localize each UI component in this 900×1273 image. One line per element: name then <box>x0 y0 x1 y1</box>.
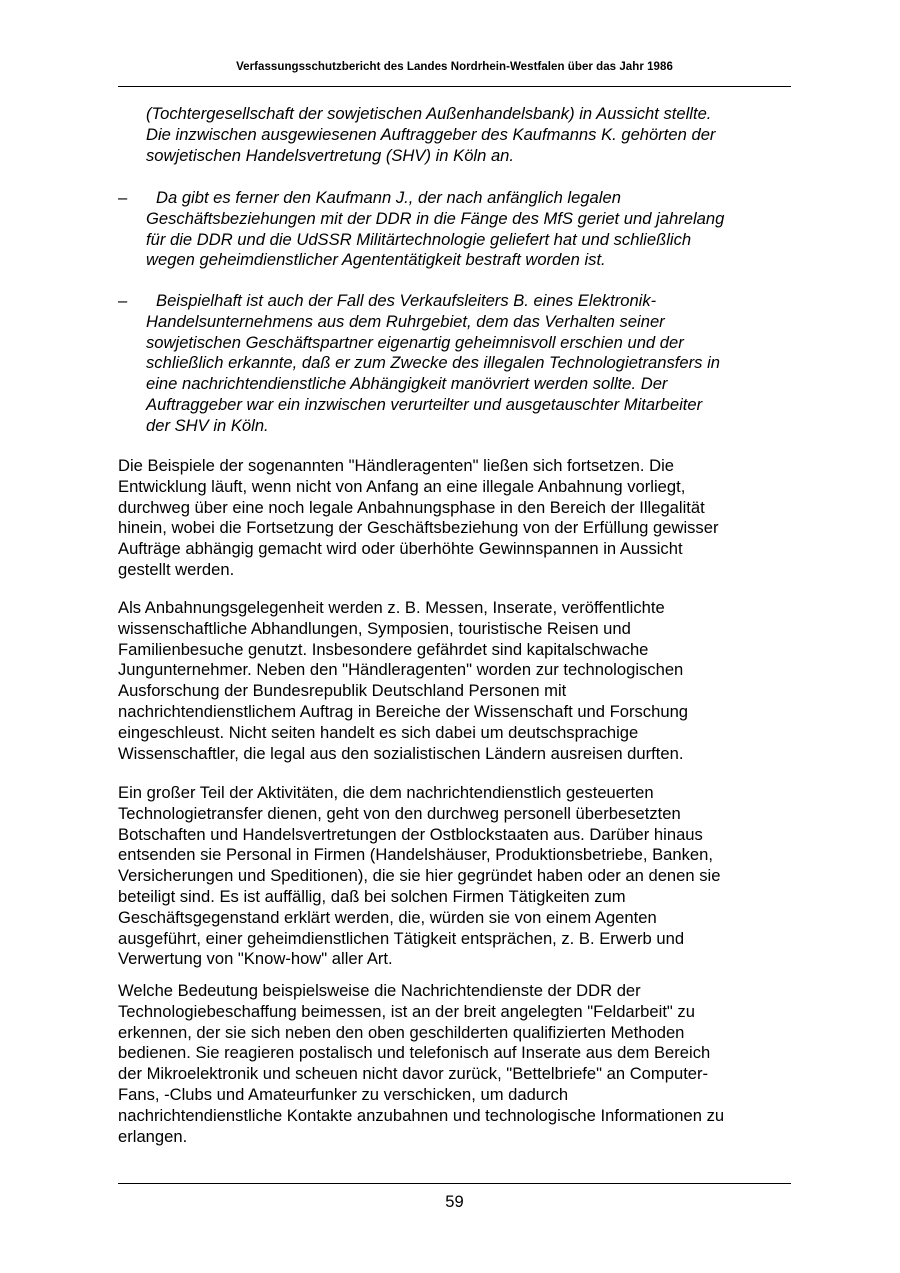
text-line: Ein großer Teil der Aktivitäten, die dem nachrichtendienstlich gesteuerten <box>118 783 654 802</box>
text-line: Entwicklung läuft, wenn nicht von Anfang an eine illegale Anbahnung vorliegt, <box>118 476 686 496</box>
text-line: der Mikroelektronik und scheuen nicht davor zurück, "Bettelbriefe" an Computer- <box>118 1064 709 1084</box>
text-line: Welche Bedeutung beispielsweise die Nachrichtendienste der DDR der <box>118 981 641 1000</box>
text-line: Ausforschung der Bundesrepublik Deutschland Personen mit <box>118 681 567 701</box>
text-line: nachrichtendienstlichem Auftrag in Bereiche der Wissenschaft und Forschung <box>118 701 689 721</box>
text-line: (Tochtergesellschaft der sowjetischen Außenhandelsbank) in Aussicht stellte. <box>146 104 712 123</box>
text-line: erlangen. <box>118 1126 188 1146</box>
dash-bullet-icon: – <box>118 188 128 207</box>
header-divider <box>118 86 791 87</box>
body-paragraph <box>118 783 720 970</box>
body-paragraph <box>118 456 719 581</box>
text-line: Da gibt es ferner den Kaufmann J., der nach anfänglich legalen <box>156 188 621 207</box>
page-header: Verfassungsschutzbericht des Landes Nordrhein-Westfalen über das Jahr 1986 <box>236 61 673 73</box>
text-line: eine nachrichtendienstliche Abhängigkeit manövriert werden sollte. Der <box>146 374 668 394</box>
list-item-text <box>146 291 720 437</box>
page-number: 59 <box>445 1192 464 1211</box>
text-line: Die inzwischen ausgewiesenen Auftraggeber des Kaufmanns K. gehörten der <box>146 124 716 144</box>
text-line: Handelsunternehmens aus dem Ruhrgebiet, dem das Verhalten seiner <box>146 311 665 331</box>
text-line: Beispielhaft ist auch der Fall des Verkaufsleiters B. eines Elektronik- <box>156 291 657 310</box>
text-line: Aufträge abhängig gemacht wird oder überhöhte Gewinnspannen in Aussicht <box>118 539 683 559</box>
text-line: eingeschleust. Nicht seiten handelt es sich dabei um deutschsprachige <box>118 722 639 742</box>
text-line: Verwertung von "Know-how" aller Art. <box>118 949 393 969</box>
text-line: wissenschaftliche Abhandlungen, Symposien, touristische Reisen und <box>118 618 631 638</box>
footer-divider <box>118 1183 791 1184</box>
text-line: Wissenschaftler, die legal aus den sozialistischen Ländern ausreisen durften. <box>118 743 684 763</box>
text-line: erkennen, der sie sich neben den oben geschilderten qualifizierten Methoden <box>118 1022 685 1042</box>
text-line: schließlich erkannte, daß er zum Zwecke des illegalen Technologietransfers in <box>146 353 720 373</box>
dash-bullet-icon: – <box>118 291 128 310</box>
continued-list-item-text <box>146 104 715 166</box>
text-line: durchweg über eine noch legale Anbahnungsphase in den Bereich der Illegalität <box>118 497 705 517</box>
text-line: Die Beispiele der sogenannten "Händleragenten" ließen sich fortsetzen. Die <box>118 456 675 475</box>
text-line: Jungunternehmer. Neben den "Händleragenten" worden zur technologischen <box>118 660 684 680</box>
text-line: Technologietransfer dienen, geht von den durchweg personell überbesetzten <box>118 803 681 823</box>
text-line: Fans, -Clubs und Amateurfunker zu verschicken, um dadurch <box>118 1084 569 1104</box>
text-line: hinein, wobei die Fortsetzung der Geschäftsbeziehung von der Erfüllung gewisser <box>118 518 719 538</box>
text-line: nachrichtendienstliche Kontakte anzubahnen und technologische Informationen zu <box>118 1105 725 1125</box>
body-paragraph <box>118 598 688 764</box>
text-line: Geschäftsgegenstand erklärt werden, die, würden sie von einem Agenten <box>118 907 657 927</box>
text-line: Als Anbahnungsgelegenheit werden z. B. Messen, Inserate, veröffentlichte <box>118 598 665 617</box>
text-line: bedienen. Sie reagieren postalisch und telefonisch auf Inserate aus dem Bereich <box>118 1043 711 1063</box>
text-line: der SHV in Köln. <box>146 415 269 435</box>
text-line: sowjetischen Geschäftspartner eigenartig geheimnisvoll erschien und der <box>146 332 684 352</box>
text-line: Versicherungen und Speditionen), die sie hier gegründet haben oder an denen sie <box>118 866 721 886</box>
text-line: Familienbesuche genutzt. Insbesondere gefährdet sind kapitalschwache <box>118 639 649 659</box>
text-line: beteiligt sind. Es ist auffällig, daß bei solchen Firmen Tätigkeiten zum <box>118 886 626 906</box>
text-line: gestellt werden. <box>118 559 235 579</box>
text-line: wegen geheimdienstlicher Agententätigkeit bestraft worden ist. <box>146 250 606 270</box>
text-line: Auftraggeber war ein inzwischen verurteilter und ausgetauschter Mitarbeiter <box>146 394 703 414</box>
list-item-text <box>146 188 724 271</box>
text-line: entsenden sie Personal in Firmen (Handelshäuser, Produktionsbetriebe, Banken, <box>118 845 713 865</box>
text-line: ausgeführt, einer geheimdienstlichen Tätigkeit entsprächen, z. B. Erwerb und <box>118 928 685 948</box>
text-line: Geschäftsbeziehungen mit der DDR in die Fänge des MfS geriet und jahrelang <box>146 208 725 228</box>
text-line: Technologiebeschaffung beimessen, ist an der breit angelegten "Feldarbeit" zu <box>118 1001 695 1021</box>
text-line: sowjetischen Handelsvertretung (SHV) in Köln an. <box>146 145 515 165</box>
text-line: für die DDR und die UdSSR Militärtechnologie geliefert hat und schließlich <box>146 229 692 249</box>
body-paragraph <box>118 981 724 1147</box>
text-line: Botschaften und Handelsvertretungen der Ostblockstaaten aus. Darüber hinaus <box>118 824 703 844</box>
